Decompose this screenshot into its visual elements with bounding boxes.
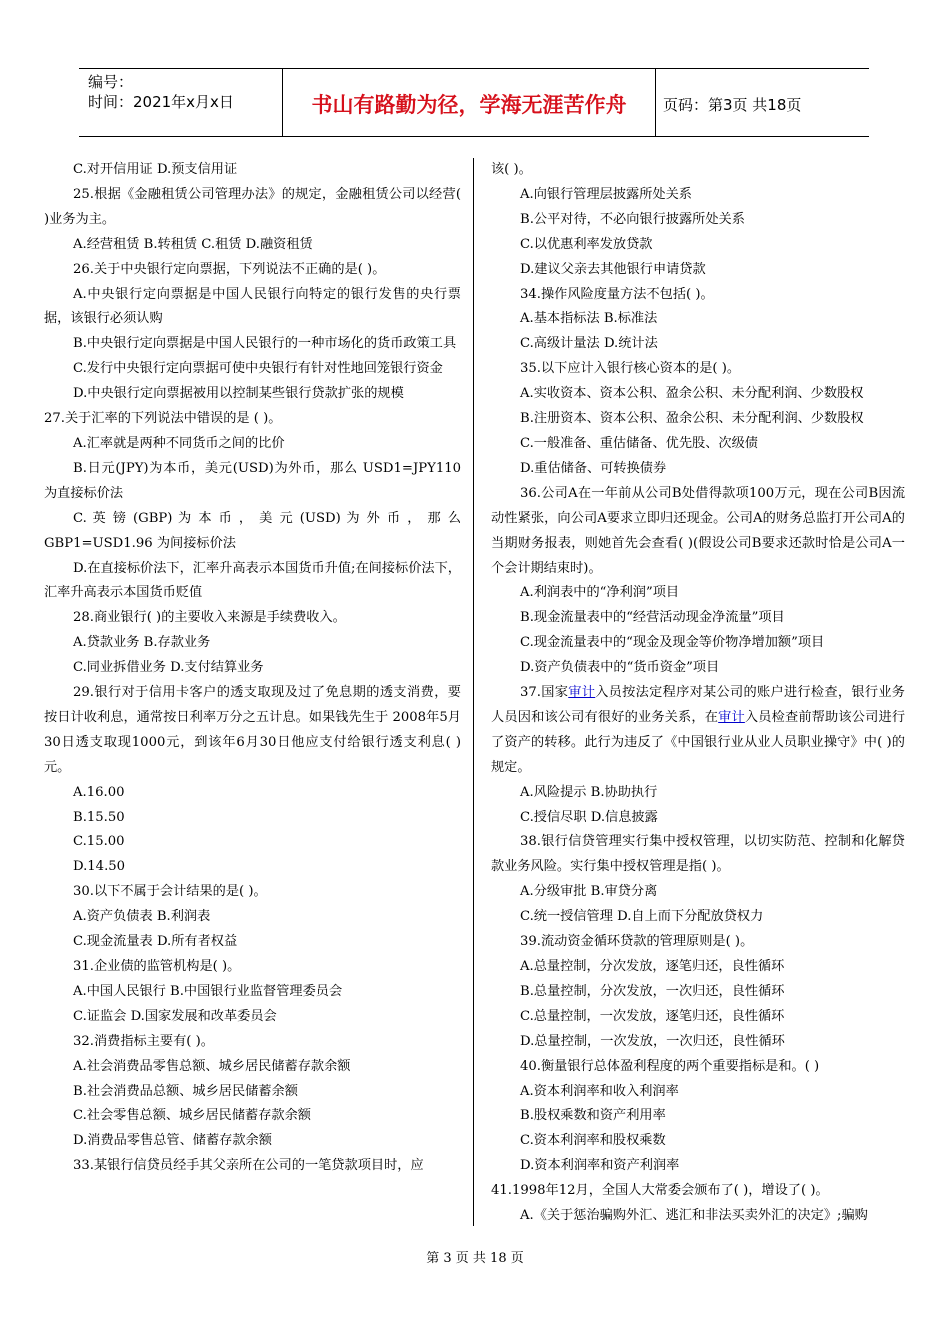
question-line: C.一般准备、重估储备、优先股、次级债 — [520, 435, 758, 451]
question-line: A.资产负债表 B.利润表 — [73, 909, 211, 925]
audit-link[interactable]: 审计 — [718, 709, 745, 725]
question-line: A.利润表中的“净利润”项目 — [520, 585, 680, 601]
question-line: D.在直接标价法下，汇率升高表示本国货币升值;在间接标价法下，汇率升高表示本国货币贬值 — [44, 560, 461, 601]
question-line: C.资本利润率和股权乘数 — [520, 1133, 666, 1149]
header-motto-cell — [282, 69, 656, 136]
header-page-cell — [655, 69, 869, 136]
question-line: B.公平对待，不必向银行披露所处关系 — [520, 211, 745, 227]
question-line: 32.消费指标主要有( )。 — [73, 1033, 214, 1049]
question-line: A.向银行管理层披露所处关系 — [520, 186, 692, 202]
question-line: 27.关于汇率的下列说法中错误的是 ( )。 — [44, 411, 282, 427]
question-line: 38.银行信贷管理实行集中授权管理，以切实防范、控制和化解贷款业务风险。实行集中授权管理是指( )。 — [491, 834, 905, 875]
motto-text: 书山有路勤为径，学海无涯苦作舟 — [311, 93, 627, 117]
question-line: C.授信尽职 D.信息披露 — [520, 809, 658, 825]
question-line: C.同业拆借业务 D.支付结算业务 — [73, 660, 264, 676]
question-line: B.现金流量表中的“经营活动现金净流量”项目 — [520, 610, 785, 626]
question-line: A.16.00 — [73, 784, 125, 800]
page-number-label: 页码：第3页 共18页 — [663, 96, 802, 114]
question-line: 40.衡量银行总体盈利程度的两个重要指标是和。( ) — [520, 1058, 820, 1074]
question-line: A.《关于惩治骗购外汇、逃汇和非法买卖外汇的决定》;骗购 — [520, 1208, 868, 1224]
question-line: A.汇率就是两种不同货币之间的比价 — [73, 435, 285, 451]
question-line: 33.某银行信贷员经手其父亲所在公司的一笔贷款项目时，应 — [73, 1158, 424, 1174]
question-line: 30.以下不属于会计结果的是( )。 — [73, 884, 267, 900]
question-line: B.总量控制，分次发放，一次归还，良性循环 — [520, 983, 785, 999]
question-line: A.风险提示 B.协助执行 — [520, 784, 658, 800]
question-line: A.经营租赁 B.转租赁 C.租赁 D.融资租赁 — [73, 236, 313, 252]
question-line: A.实收资本、资本公积、盈余公积、未分配利润、少数股权 — [520, 386, 864, 402]
question-line: D.中央银行定向票据被用以控制某些银行贷款扩张的规模 — [73, 386, 404, 402]
question-line: B.股权乘数和资产利用率 — [520, 1108, 666, 1124]
question-line: D.建议父亲去其他银行申请贷款 — [520, 261, 706, 277]
question-line: B.日元(JPY)为本币，美元(USD)为外币，那么 USD1=JPY110 为直接标价法 — [44, 460, 461, 501]
question-line: D.14.50 — [73, 859, 126, 875]
question-line: C.现金流量表中的“现金及现金等价物净增加额”项目 — [520, 635, 825, 651]
page-footer: 第 3 页 共 18 页 — [426, 1251, 524, 1266]
question-line: A.基本指标法 B.标准法 — [520, 311, 658, 327]
question-line: C. 英 镑 (GBP) 为 本 币 ， 美 元 (USD) 为 外 币 ， 那 么 GBP1=USD1.96 为间接标价法 — [44, 510, 461, 551]
question-line: B.中央银行定向票据是中国人民银行的一种市场化的货币政策工具 — [73, 336, 457, 352]
question-line: A.中央银行定向票据是中国人民银行向特定的银行发售的央行票据，该银行必须认购 — [44, 286, 461, 327]
right-column — [491, 158, 905, 1229]
question-line: C.统一授信管理 D.自上而下分配放贷权力 — [520, 909, 764, 925]
question-line: B.社会消费品总额、城乡居民储蓄余额 — [73, 1083, 298, 1099]
question-line: A.资本利润率和收入利润率 — [520, 1083, 679, 1099]
question-line: D.资产负债表中的“货币资金”项目 — [520, 660, 720, 676]
question-line: C.以优惠利率发放贷款 — [520, 236, 653, 252]
question-line: B.注册资本、资本公积、盈余公积、未分配利润、少数股权 — [520, 411, 864, 427]
question-line: C.高级计量法 D.统计法 — [520, 336, 658, 352]
left-column — [44, 158, 461, 1179]
question-line: C.发行中央银行定向票据可使中央银行有针对性地回笼银行资金 — [73, 361, 443, 377]
question-line: C.证监会 D.国家发展和改革委员会 — [73, 1008, 277, 1024]
question-line: A.分级审批 B.审贷分离 — [520, 884, 658, 900]
question-line: D.资本利润率和资产利润率 — [520, 1158, 680, 1174]
question-line: 31.企业债的监管机构是( )。 — [73, 959, 241, 974]
question-line: D.消费品零售总管、储蓄存款余额 — [73, 1133, 272, 1149]
question-line: C.15.00 — [73, 834, 125, 850]
question-line: 35.以下应计入银行核心资本的是( )。 — [520, 361, 741, 377]
number-label: 编号： — [88, 73, 134, 91]
question-line: 25.根据《金融租赁公司管理办法》的规定，金融租赁公司以经营( )业务为主。 — [44, 186, 461, 227]
question-line: A.中国人民银行 B.中国银行业监督管理委员会 — [73, 983, 343, 999]
header-meta-cell — [79, 69, 282, 136]
page-header — [79, 68, 869, 137]
question-line: C.现金流量表 D.所有者权益 — [73, 934, 238, 950]
question-line: 26.关于中央银行定向票据，下列说法不正确的是( )。 — [73, 261, 386, 277]
question-line: 该( )。 — [491, 162, 532, 177]
column-divider — [473, 158, 474, 1226]
question-line: A.总量控制，分次发放，逐笔归还，良性循环 — [520, 959, 785, 974]
question-line: C.总量控制，一次发放，逐笔归还，良性循环 — [520, 1008, 785, 1024]
question-line: 41.1998年12月，全国人大常委会颁布了( )，增设了( )。 — [491, 1183, 829, 1199]
question-line: 37.国家审计入员按法定程序对某公司的账户进行检查，银行业务人员因和该公司有很好的业务关系，在审计入员检查前帮助该公司进行了资产的转移。此行为违反了《中国银行业从业人员职业操守》中( )的规定。 — [491, 685, 906, 775]
question-line: C.对开信用证 D.预支信用证 — [73, 162, 238, 177]
question-line: A.社会消费品零售总额、城乡居民储蓄存款余额 — [73, 1058, 351, 1074]
question-line: C.社会零售总额、城乡居民储蓄存款余额 — [73, 1108, 311, 1124]
question-line: 34.操作风险度量方法不包括( )。 — [520, 286, 714, 302]
question-line: D.重估储备、可转换债券 — [520, 460, 667, 476]
question-line: 29.银行对于信用卡客户的透支取现及过了免息期的透支消费，要按日计收利息，通常按日利率万分之五计息。如果钱先生于 2008年5月30日透支取现1000元，到该年6月30日他应支付给银行透支利息( )元。 — [44, 685, 461, 775]
question-line: A.贷款业务 B.存款业务 — [73, 635, 211, 651]
question-line: B.15.50 — [73, 809, 125, 825]
time-label: 时间：2021年x月x日 — [88, 93, 234, 111]
question-line: 28.商业银行( )的主要收入来源是手续费收入。 — [73, 610, 346, 626]
question-line: D.总量控制，一次发放，一次归还，良性循环 — [520, 1033, 785, 1049]
question-line: 36.公司A在一年前从公司B处借得款项100万元，现在公司B因流动性紧张，向公司A要求立即归还现金。公司A的财务总监打开公司A的当期财务报表，则她首先会查看( )(假设公司B要求还款时恰是公司A一个会计期结束时)。 — [491, 485, 905, 576]
audit-link[interactable]: 审计 — [568, 685, 596, 701]
question-line: 39.流动资金循环贷款的管理原则是( )。 — [520, 934, 754, 950]
